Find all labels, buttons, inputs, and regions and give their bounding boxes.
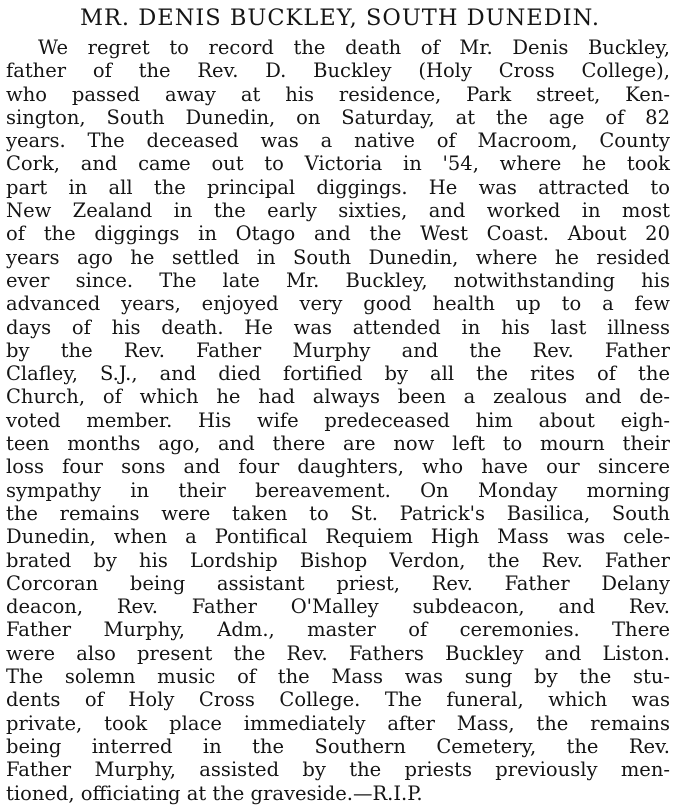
article-line: ever since. The late Mr. Buckley, notwithstanding his: [6, 268, 670, 292]
article-line: brated by his Lordship Bishop Verdon, the Rev. Father: [6, 548, 670, 572]
article-line: years ago he settled in South Dunedin, where he resided: [6, 245, 670, 269]
article-line: were also present the Rev. Fathers Buckley and Liston.: [6, 641, 670, 665]
article-line: Father Murphy, Adm., master of ceremonies. There: [6, 618, 670, 642]
article-line: by the Rev. Father Murphy and the Rev. Father: [6, 338, 670, 362]
article-line: days of his death. He was attended in his last illness: [6, 315, 670, 339]
article-body: [6, 36, 670, 805]
article-line: years. The deceased was a native of Macroom, County: [6, 129, 670, 153]
article-line: the remains were taken to St. Patrick's Basilica, South: [6, 501, 670, 525]
article-line: Dunedin, when a Pontifical Requiem High Mass was cele-: [6, 525, 670, 549]
article-line: voted member. His wife predeceased him about eigh-: [6, 408, 670, 432]
article-line: Father Murphy, assisted by the priests previously men-: [6, 758, 670, 782]
article-line: father of the Rev. D. Buckley (Holy Cross College),: [6, 59, 670, 83]
article-line: private, took place immediately after Mass, the remains: [6, 711, 670, 735]
article-line: sympathy in their bereavement. On Monday morning: [6, 478, 670, 502]
article-line: deacon, Rev. Father O'Malley subdeacon, and Rev.: [6, 595, 670, 619]
article-headline: MR. DENIS BUCKLEY, SOUTH DUNEDIN.: [79, 5, 601, 31]
article-line: advanced years, enjoyed very good health up to a few: [6, 292, 670, 316]
article-line: New Zealand in the early sixties, and worked in most: [6, 199, 670, 223]
article-line: who passed away at his residence, Park street, Ken-: [6, 82, 670, 106]
article-line: We regret to record the death of Mr. Denis Buckley,: [38, 36, 670, 59]
article-line: of the diggings in Otago and the West Coast. About 20: [6, 222, 670, 246]
article-line: dents of Holy Cross College. The funeral, which was: [6, 688, 670, 712]
article-line: loss four sons and four daughters, who have our sincere: [6, 455, 670, 479]
article-line: part in all the principal diggings. He was attracted to: [6, 175, 670, 199]
article-line: tioned, officiating at the graveside.—R.I.P.: [6, 781, 423, 805]
article-line: teen months ago, and there are now left to mourn their: [6, 432, 670, 456]
article-line: The solemn music of the Mass was sung by the stu-: [6, 665, 670, 689]
article-line: Cork, and came out to Victoria in '54, where he took: [6, 152, 670, 176]
article-line: Clafley, S.J., and died fortified by all the rites of the: [6, 362, 670, 386]
article-line: sington, South Dunedin, on Saturday, at the age of 82: [6, 105, 670, 129]
article-line: Corcoran being assistant priest, Rev. Father Delany: [6, 571, 670, 595]
article-line: being interred in the Southern Cemetery, the Rev.: [6, 734, 670, 758]
article-line: Church, of which he had always been a zealous and de-: [6, 385, 670, 409]
